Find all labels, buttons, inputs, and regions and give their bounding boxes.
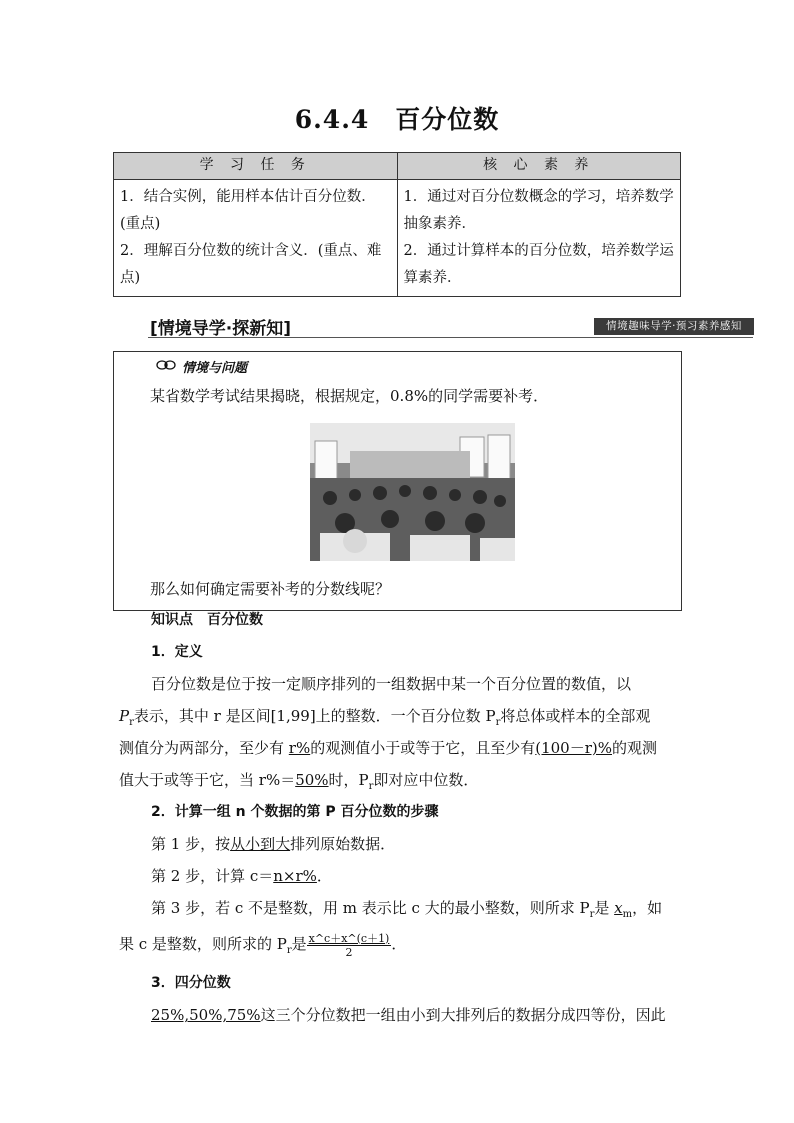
- definition-line-4: 值大于或等于它，当 r%＝50%时，$P_r$即对应中位数．: [119, 771, 479, 792]
- quartile-line: 25%,50%,75%这三个分位数把一组由小到大排列后的数据分成四等份，因此: [151, 1006, 666, 1024]
- scenario-text-2: 那么如何确定需要补考的分数线呢？: [150, 580, 391, 598]
- median-fraction: $\frac{x\^{}c+x\^{}(c+1)}{2}$: [308, 931, 390, 959]
- task-item-1: 1．结合实例，能用样本估计百分位数．(重点): [120, 189, 376, 232]
- goals-table: [113, 152, 681, 297]
- definition-line-3: 测值分为两部分，至少有 r%的观测值小于或等于它，且至少有(100－r)%的观测: [119, 739, 658, 757]
- section-badge: 情境趣味导学·预习素养感知: [594, 318, 754, 335]
- scenario-label: [156, 357, 247, 376]
- section-2-title: 2．计算一组 n 个数据的第 P 百分位数的步骤: [151, 804, 439, 820]
- competency-item-1: 1．通过对百分位数概念的学习，培养数学抽象素养．: [403, 189, 674, 232]
- table-header-tasks: 学 习 任 务: [114, 153, 398, 180]
- table-header-competency: 核 心 素 养: [397, 153, 681, 180]
- table-cell-tasks: [114, 180, 398, 297]
- scenario-text-1: 某省数学考试结果揭晓，根据规定，0.8%的同学需要补考．: [150, 387, 549, 405]
- step-3-line-1: 第 3 步，若 c 不是整数，用 m 表示比 c 大的最小整数，则所求 $P_r$是 $x_m$，如: [151, 899, 663, 920]
- section-1-title: 1．定义: [151, 644, 203, 660]
- section-title: [情境导学·探新知]: [150, 319, 291, 339]
- classroom-photo: [310, 423, 515, 561]
- scenario-label-text: 情境与问题: [182, 361, 248, 376]
- definition-line-1: 百分位数是位于按一定顺序排列的一组数据中某一个百分位置的数值，以: [151, 675, 632, 693]
- knowledge-heading: 知识点 百分位数: [151, 612, 263, 628]
- competency-item-2: 2．通过计算样本的百分位数，培养数学运算素养．: [403, 243, 674, 286]
- section-3-title: 3．四分位数: [151, 975, 231, 991]
- page-title: 6.4.4 百分位数: [294, 105, 500, 134]
- flower-icon: [156, 359, 178, 375]
- step-3-line-2: 果 c 是整数，则所求的 $P_r$是 $\frac{x\^{}c+x\^{}(c+1)}{2}$ ．: [119, 931, 407, 959]
- section-divider: [148, 337, 753, 338]
- task-item-2: 2．理解百分位数的统计含义．(重点、难点): [120, 243, 382, 286]
- step-1: 第 1 步，按从小到大排列原始数据．: [151, 835, 396, 853]
- definition-line-2: $P_r$表示，其中 r 是区间[1,99]上的整数．一个百分位数 $P_r$将总体或样本的全部观: [119, 707, 651, 728]
- table-cell-competency: [397, 180, 681, 297]
- step-2: 第 2 步，计算 c＝n×r%．: [151, 867, 332, 885]
